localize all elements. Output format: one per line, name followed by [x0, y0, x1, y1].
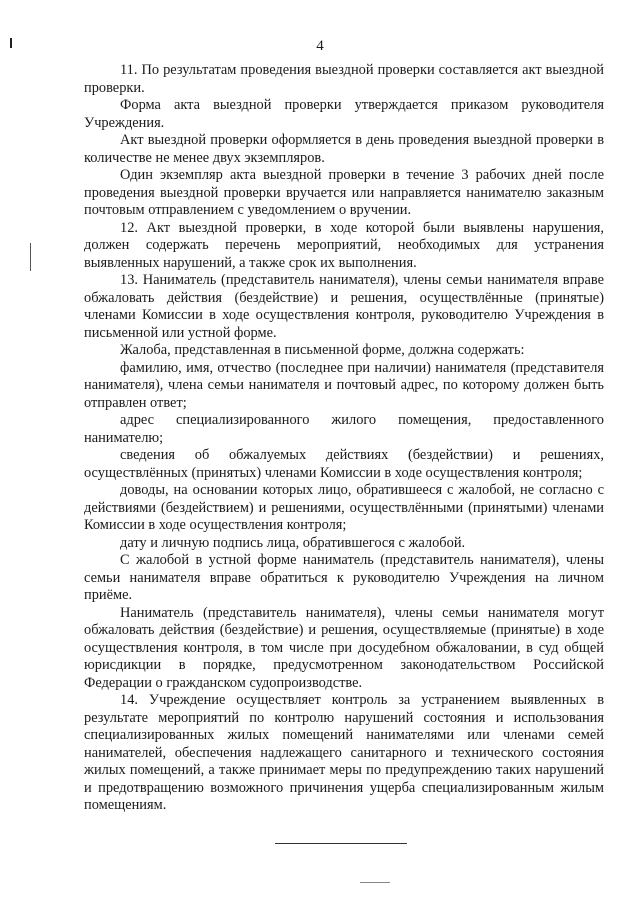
end-separator-line [275, 843, 407, 844]
paragraph: Наниматель (представитель нанимателя), члены семьи нанимателя могут обжаловать действия (бездействие) и решения, осуществляемые (принятые) в ходе осуществления контроля, в том числе при досудебном обжаловании, в суд общей юрисдикции в порядке, предусмотренном законодательством Российской Федерации о гражданском судопроизводстве. [84, 604, 604, 691]
paragraph: С жалобой в устной форме наниматель (представитель нанимателя), члены семьи нанимателя вправе обратиться к руководителю Учреждения на личном приёме. [84, 552, 604, 603]
page-number: 4 [316, 38, 324, 54]
list-item: доводы, на основании которых лицо, обратившееся с жалобой, не согласно с действиями (бездействием) и решениями, осуществлёнными (принятыми) членами Комиссии в ходе осуществления контроля; [84, 482, 604, 533]
list-item: фамилию, имя, отчество (последнее при наличии) нанимателя (представителя нанимателя), члена семьи нанимателя и почтовый адрес, по которому должен быть отправлен ответ; [84, 359, 604, 411]
paragraph: 13. Наниматель (представитель нанимателя), члены семьи нанимателя вправе обжаловать действия (бездействие) и решения, осуществлённые (принятые) членами Комиссии в ходе осуществления контроля, руководителю Учреждения в письменной или устной форме. [84, 272, 604, 341]
scan-artifact [360, 882, 390, 883]
margin-mark [30, 243, 31, 271]
list-item: сведения об обжалуемых действиях (бездействии) и решениях, осуществлённых (принятых) членами Комиссии в ходе осуществления контроля; [84, 447, 604, 481]
paragraph: 14. Учреждение осуществляет контроль за устранением выявленных в результате мероприятий по контролю нарушений состояния и использования специализированных жилых помещений нанимателями или членами семей нанимателей, обеспечения надлежащего санитарного и технического состояния жилых помещений, а также принимает меры по предупреждению таких нарушений и предотвращению возможного причинения ущерба специализированным жилым помещениям. [84, 692, 604, 813]
paragraph: Форма акта выездной проверки утверждается приказом руководителя Учреждения. [84, 97, 604, 131]
paragraph: 11. По результатам проведения выездной проверки составляется акт выездной проверки. [84, 62, 604, 96]
document-body [84, 62, 604, 815]
paragraph: 12. Акт выездной проверки, в ходе которой были выявлены нарушения, должен содержать перечень мероприятий, необходимых для устранения выявленных нарушений, а также срок их выполнения. [84, 219, 604, 271]
list-item: адрес специализированного жилого помещения, предоставленного нанимателю; [84, 412, 604, 446]
paragraph: Жалоба, представленная в письменной форме, должна содержать: [120, 342, 525, 358]
paragraph: Акт выездной проверки оформляется в день проведения выездной проверки в количестве не менее двух экземпляров. [84, 132, 604, 166]
list-item: дату и личную подпись лица, обратившегося с жалобой. [120, 534, 466, 551]
paragraph: Один экземпляр акта выездной проверки в течение 3 рабочих дней после проведения выездной проверки вручается или направляется нанимателю заказным почтовым отправлением с уведомлением о вручении. [84, 167, 604, 218]
